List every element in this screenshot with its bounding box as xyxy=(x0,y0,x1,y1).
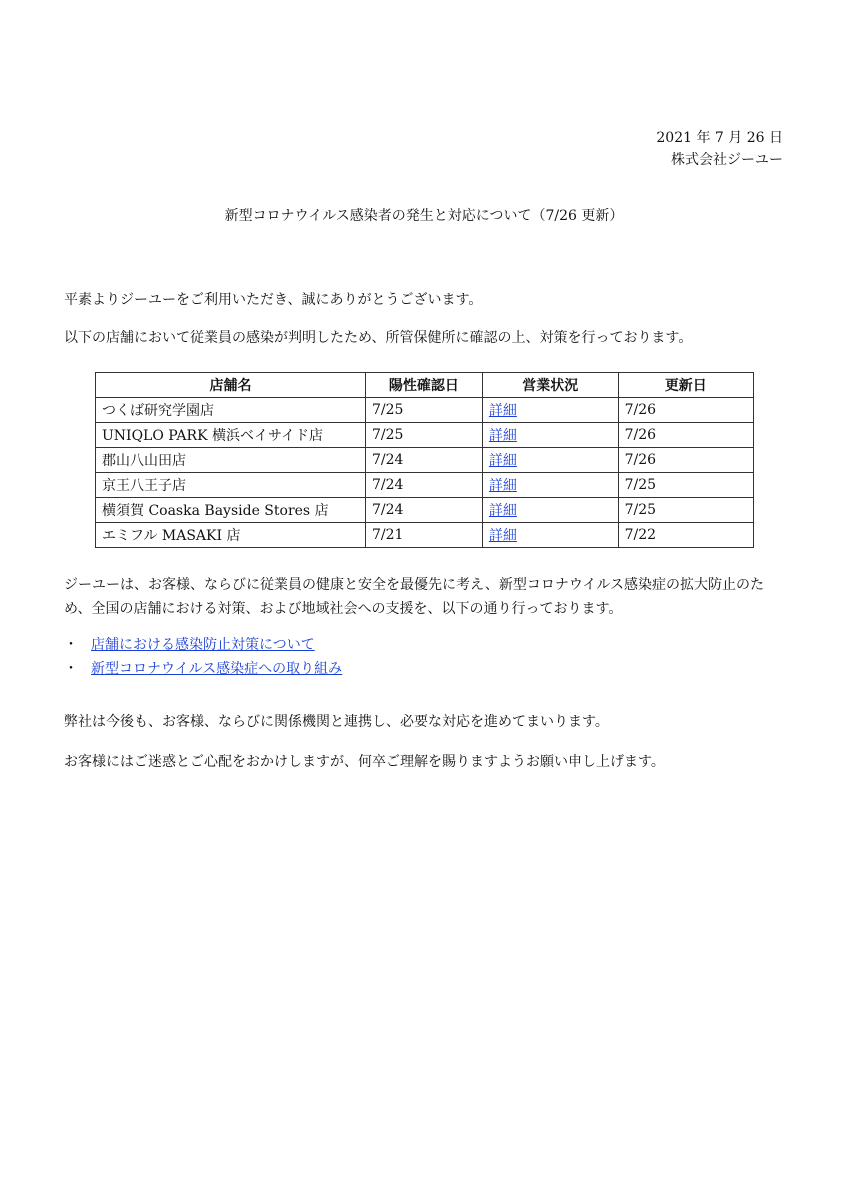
updated-date: 7/22 xyxy=(618,523,753,548)
details-link[interactable]: 詳細 xyxy=(488,403,517,419)
status-cell xyxy=(482,398,618,423)
greeting-paragraph: 平素よりジーユーをご利用いただき、誠にありがとうございます。 xyxy=(64,292,483,308)
updated-date: 7/26 xyxy=(618,398,753,423)
measures-paragraph: ジーユーは、お客様、ならびに従業員の健康と安全を最優先に考え、新型コロナウイルス感染症の拡大防止のため、全国の店舗における対策、および地域社会への支援を、以下の通り行っております。 xyxy=(64,577,764,617)
table-row xyxy=(96,498,754,523)
details-link[interactable]: 詳細 xyxy=(488,503,517,519)
positive-date: 7/21 xyxy=(365,523,482,548)
status-cell xyxy=(482,423,618,448)
table-row xyxy=(96,398,754,423)
details-link[interactable]: 詳細 xyxy=(488,478,517,494)
positive-date: 7/25 xyxy=(365,423,482,448)
store-name: UNIQLO PARK 横浜ベイサイド店 xyxy=(96,423,366,448)
header-block xyxy=(656,127,783,171)
prevention-measures-link[interactable]: 店舗における感染防止対策について xyxy=(91,637,315,653)
status-cell xyxy=(482,498,618,523)
list-item xyxy=(64,657,342,681)
table-row xyxy=(96,523,754,548)
details-link[interactable]: 詳細 xyxy=(488,428,517,444)
positive-date: 7/25 xyxy=(365,398,482,423)
header-updated: 更新日 xyxy=(618,373,753,398)
store-name: 郡山八山田店 xyxy=(96,448,366,473)
company-name: 株式会社ジーユー xyxy=(671,152,783,168)
table-row xyxy=(96,473,754,498)
updated-date: 7/26 xyxy=(618,448,753,473)
status-cell xyxy=(482,448,618,473)
store-name: エミフル MASAKI 店 xyxy=(96,523,366,548)
issue-date: 2021 年 7 月 26 日 xyxy=(656,130,783,146)
covid-initiatives-link[interactable]: 新型コロナウイルス感染症への取り組み xyxy=(91,661,343,677)
store-name: つくば研究学園店 xyxy=(96,398,366,423)
page-title: 新型コロナウイルス感染者の発生と対応について（7/26 更新） xyxy=(224,208,624,224)
table-row xyxy=(96,448,754,473)
header-positive-date: 陽性確認日 xyxy=(365,373,482,398)
list-item xyxy=(64,633,342,657)
cooperation-paragraph: 弊社は今後も、お客様、ならびに関係機関と連携し、必要な対応を進めてまいります。 xyxy=(64,714,609,730)
positive-date: 7/24 xyxy=(365,473,482,498)
updated-date: 7/25 xyxy=(618,473,753,498)
status-cell xyxy=(482,473,618,498)
updated-date: 7/26 xyxy=(618,423,753,448)
bullet: ・ xyxy=(64,637,78,653)
intro-paragraph: 以下の店舗において従業員の感染が判明したため、所管保健所に確認の上、対策を行っております。 xyxy=(64,330,693,346)
header-store: 店舗名 xyxy=(96,373,366,398)
positive-date: 7/24 xyxy=(365,448,482,473)
apology-paragraph: お客様にはご迷惑とご心配をおかけしますが、何卒ご理解を賜りますようお願い申し上げます。 xyxy=(64,754,665,770)
store-table xyxy=(95,372,754,548)
updated-date: 7/25 xyxy=(618,498,753,523)
store-name: 京王八王子店 xyxy=(96,473,366,498)
status-cell xyxy=(482,523,618,548)
store-name: 横須賀 Coaska Bayside Stores 店 xyxy=(96,498,366,523)
details-link[interactable]: 詳細 xyxy=(488,453,517,469)
table-row xyxy=(96,423,754,448)
header-status: 営業状況 xyxy=(482,373,618,398)
bullet: ・ xyxy=(64,661,78,677)
positive-date: 7/24 xyxy=(365,498,482,523)
related-links-list xyxy=(64,633,342,681)
details-link[interactable]: 詳細 xyxy=(488,528,517,544)
table-header-row xyxy=(96,373,754,398)
